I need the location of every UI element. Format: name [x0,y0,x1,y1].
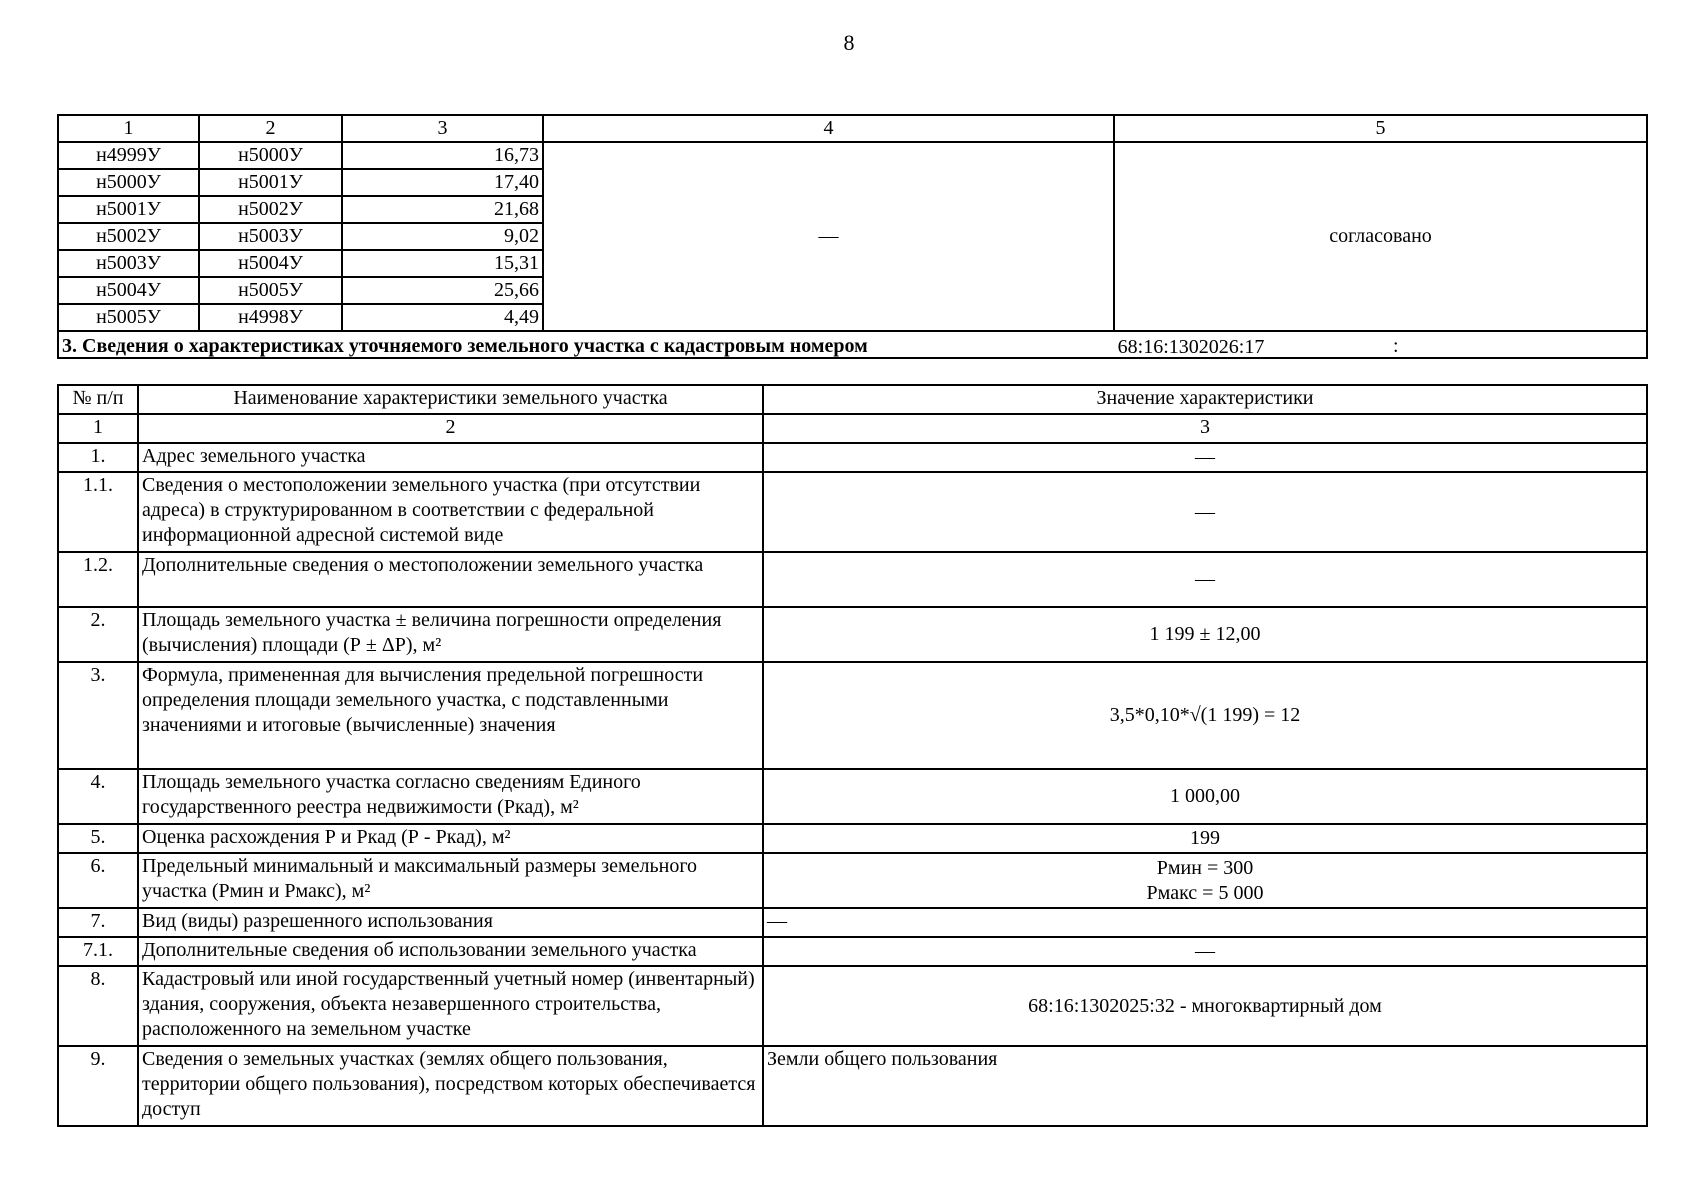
table-row [58,142,1647,169]
header-num: № п/п [58,385,138,414]
row-value: — [763,443,1647,472]
segment-length: 25,66 [342,277,543,304]
point-from: н5000У [58,169,199,196]
row-value: 1 199 ± 12,00 [763,607,1647,662]
table-row [58,824,1647,853]
row-value [763,853,1647,908]
row-num: 4. [58,769,138,824]
row-num: 1.1. [58,472,138,552]
header-value: Значение характеристики [763,385,1647,414]
segment-length: 16,73 [342,142,543,169]
table-row [58,853,1647,908]
table-row [58,937,1647,966]
segment-length: 15,31 [342,250,543,277]
point-to: н5002У [199,196,342,223]
row-num: 6. [58,853,138,908]
row-name: Дополнительные сведения об использовании земельного участка [138,937,763,966]
row-num: 7. [58,908,138,937]
header-cell: 4 [543,115,1114,142]
header-cell: 3 [342,115,543,142]
boundary-header-row [58,115,1647,142]
header-cell: 1 [58,115,199,142]
row-num: 9. [58,1046,138,1126]
row-num: 2. [58,607,138,662]
point-from: н5005У [58,304,199,331]
row-name: Сведения о земельных участках (землях общего пользования, территории общего пользования), посредством которых обеспечивается доступ [138,1046,763,1126]
point-to: н5001У [199,169,342,196]
row-name: Предельный минимальный и максимальный размеры земельного участка (Рмин и Рмакс), м² [138,853,763,908]
row-value: 68:16:1302025:32 - многоквартирный дом [763,966,1647,1046]
header-num-3: 3 [763,414,1647,443]
col4-value: — [543,142,1114,331]
row-name: Формула, примененная для вычисления предельной погрешности определения площади земельного участка, с подставленными значениями и итоговые (вычисленные) значения [138,662,763,769]
row-name: Оценка расхождения Р и Ркад (Р - Ркад), м² [138,824,763,853]
point-to: н5003У [199,223,342,250]
point-to: н5000У [199,142,342,169]
characteristics-table [57,384,1648,1127]
table-row [58,552,1647,607]
table-row [58,472,1647,552]
table-row [58,443,1647,472]
row-value: — [763,552,1647,607]
row-num: 3. [58,662,138,769]
point-from: н5001У [58,196,199,223]
row-value-line2: Рмакс = 5 000 [1146,881,1264,904]
point-from: н4999У [58,142,199,169]
header-num-2: 2 [138,414,763,443]
header-num-1: 1 [58,414,138,443]
row-name: Площадь земельного участка согласно сведениям Единого государственного реестра недвижимости (Ркад), м² [138,769,763,824]
row-value: 1 000,00 [763,769,1647,824]
characteristics-header-row [58,385,1647,414]
header-cell: 5 [1114,115,1647,142]
row-name: Площадь земельного участка ± величина погрешности определения (вычисления) площади (Р ± ΔР), м² [138,607,763,662]
table-row [58,769,1647,824]
point-to: н4998У [199,304,342,331]
table-row [58,908,1647,937]
segment-length: 17,40 [342,169,543,196]
cadastral-number: 68:16:1302026:17 [989,334,1393,358]
row-num: 5. [58,824,138,853]
row-num: 7.1. [58,937,138,966]
row-value: Земли общего пользования [763,1046,1647,1126]
point-from: н5003У [58,250,199,277]
row-num: 1.2. [58,552,138,607]
agreement-status: согласовано [1114,142,1647,331]
boundary-table [57,114,1648,359]
header-name: Наименование характеристики земельного участка [138,385,763,414]
section3-title: 3. Сведения о характеристиках уточняемого земельного участка с кадастровым номером [62,335,868,357]
section3-title-row [58,331,1647,358]
row-value: 199 [763,824,1647,853]
table-row [58,607,1647,662]
row-name: Вид (виды) разрешенного использования [138,908,763,937]
segment-length: 4,49 [342,304,543,331]
row-name: Сведения о местоположении земельного участка (при отсутствии адреса) в структурированном в соответствии с федеральной информационной адресной системой виде [138,472,763,552]
point-from: н5002У [58,223,199,250]
row-name: Кадастровый или иной государственный учетный номер (инвентарный) здания, сооружения, объекта незавершенного строительства, расположенного на земельном участке [138,966,763,1046]
title-colon: : [1393,335,1399,357]
row-num: 8. [58,966,138,1046]
row-num: 1. [58,443,138,472]
table-row [58,1046,1647,1126]
row-value: 3,5*0,10*√(1 199) = 12 [763,662,1647,769]
segment-length: 21,68 [342,196,543,223]
row-value: — [763,937,1647,966]
point-to: н5005У [199,277,342,304]
row-value: — [763,908,1647,937]
point-to: н5004У [199,250,342,277]
header-cell: 2 [199,115,342,142]
table-row [58,966,1647,1046]
section3-title-cell [58,331,1647,358]
point-from: н5004У [58,277,199,304]
row-value: — [763,472,1647,552]
table-row [58,662,1647,769]
row-name: Дополнительные сведения о местоположении земельного участка [138,552,763,607]
segment-length: 9,02 [342,223,543,250]
page-number: 8 [843,30,855,55]
row-value-line1: Рмин = 300 [1156,856,1254,879]
row-name: Адрес земельного участка [138,443,763,472]
header-numbers-row [58,414,1647,443]
